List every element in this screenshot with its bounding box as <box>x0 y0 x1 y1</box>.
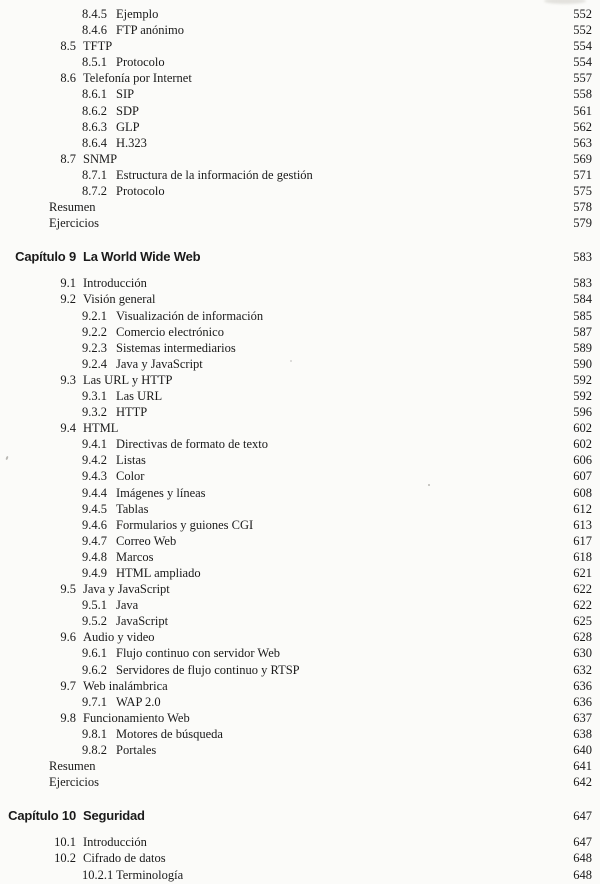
toc-entry-number: 9.2.1 <box>82 308 107 323</box>
toc-entry-page-number: 563 <box>573 135 592 150</box>
toc-entry-title: Introducción <box>83 276 147 291</box>
toc-entry <box>0 867 592 883</box>
scan-speck <box>428 484 430 486</box>
toc-entry-number: 9.5.1 <box>82 598 107 613</box>
toc-entry-title: Visión general <box>83 292 156 307</box>
toc-entry-number: 10.2 <box>54 851 76 866</box>
toc-entry-page-number: 637 <box>573 710 592 725</box>
toc-entry <box>0 291 592 307</box>
toc-entry <box>0 86 592 102</box>
toc-entry-page-number: 630 <box>573 646 592 661</box>
toc-entry-number: 9.7.1 <box>82 694 107 709</box>
scan-speck <box>290 360 292 362</box>
toc-entry-number: 9.8.1 <box>82 726 107 741</box>
toc-entry <box>0 308 592 324</box>
toc-entry-number: 8.6.1 <box>82 87 107 102</box>
toc-entry-page-number: 575 <box>573 184 592 199</box>
toc-entry-page-number: 562 <box>573 119 592 134</box>
toc-entry-page-number: 552 <box>573 23 592 38</box>
toc-entry-title: Listas <box>116 453 146 468</box>
toc-entry-title: WAP 2.0 <box>116 694 161 709</box>
toc-entry-number: 8.4.5 <box>82 7 107 21</box>
toc-entry-page-number: 590 <box>573 356 592 371</box>
toc-entry-title: Comercio electrónico <box>116 324 224 339</box>
toc-entry-page-number: 583 <box>573 276 592 291</box>
toc-entry <box>0 549 592 565</box>
toc-entry-number: 8.6.4 <box>82 135 107 150</box>
toc-entry-title: Servidores de flujo continuo y RTSP <box>116 662 300 677</box>
toc-entry <box>0 694 592 710</box>
toc-entry-number: 8.6.3 <box>82 119 107 134</box>
toc-chapter-title: La World Wide Web <box>83 249 201 265</box>
toc-entry <box>0 22 592 38</box>
toc-entry-page-number: 648 <box>573 867 592 882</box>
toc-entry <box>0 726 592 742</box>
toc-entry <box>0 372 592 388</box>
toc-entry-number: 9.7 <box>60 678 76 693</box>
toc-entry-title: Correo Web <box>116 533 177 548</box>
toc-entry-page-number: 640 <box>573 743 592 758</box>
toc-entry-page-number: 632 <box>573 662 592 677</box>
toc-entry-page-number: 602 <box>573 437 592 452</box>
toc-entry <box>0 38 592 54</box>
toc-entry-page-number: 592 <box>573 372 592 387</box>
toc-entry <box>0 517 592 533</box>
toc-entry-number: 8.7.2 <box>82 184 107 199</box>
toc-entry-title: SNMP <box>83 151 118 166</box>
toc-entry-number: 8.5.1 <box>82 55 107 70</box>
toc-entry <box>0 501 592 517</box>
toc-entry-page-number: 596 <box>573 405 592 420</box>
toc-entry-title: Audio y video <box>83 630 155 645</box>
toc-entry-page-number: 636 <box>573 694 592 709</box>
toc-entry-page-number: 585 <box>573 308 592 323</box>
toc-entry <box>0 388 592 404</box>
toc-entry-number: 9.2 <box>60 292 76 307</box>
toc-entry <box>0 135 592 151</box>
toc-entry <box>0 436 592 452</box>
toc-entry-page-number: 612 <box>573 501 592 516</box>
toc-entry-number: 9.2.4 <box>82 356 107 371</box>
toc-entry <box>0 774 592 790</box>
toc-entry-page-number: 648 <box>573 851 592 866</box>
toc-entry-title: Java <box>116 598 139 613</box>
toc-entry-title: HTTP <box>116 405 148 420</box>
toc-entry-title: Motores de búsqueda <box>116 726 223 741</box>
toc-entry-number: 9.4.9 <box>82 566 107 580</box>
toc-entry <box>0 404 592 420</box>
toc-entry-title: Ejemplo <box>116 7 159 21</box>
toc-entry-number: 10.1 <box>54 835 76 850</box>
toc-entry-page-number: 613 <box>573 517 592 532</box>
toc-entry <box>0 533 592 549</box>
toc-entry <box>0 199 592 215</box>
toc-entry-title: TFTP <box>83 39 113 54</box>
toc-entry <box>0 758 592 774</box>
toc-entry-page-number: 622 <box>573 598 592 613</box>
toc-entry-page-number: 647 <box>573 835 592 850</box>
toc-entry-number: 9.3.1 <box>82 388 107 403</box>
toc-entry-number: 9.4.6 <box>82 517 107 532</box>
toc-entry-page-number: 621 <box>573 566 592 580</box>
toc-entry-title: JavaScript <box>116 614 169 629</box>
toc-entry <box>0 70 592 86</box>
toc-entry-title: Introducción <box>83 835 147 850</box>
toc-entry <box>0 54 592 70</box>
toc-entry <box>0 452 592 468</box>
toc-entry-number: 9.6.2 <box>82 662 107 677</box>
toc-entry <box>0 613 592 629</box>
toc-entry-page-number: 571 <box>573 167 592 182</box>
toc-entry-page-number: 569 <box>573 151 592 166</box>
toc-entry <box>0 183 592 199</box>
toc-entry-number: 8.7 <box>60 151 76 166</box>
toc-entry-number: 9.4.4 <box>82 485 107 500</box>
toc-entry-page-number: 561 <box>573 103 592 118</box>
toc-entry-title: Las URL y HTTP <box>83 372 173 387</box>
toc-entry-title: HTML <box>83 421 119 436</box>
toc-entry-title: Color <box>116 469 145 484</box>
toc-chapter-heading <box>0 248 592 266</box>
toc-chapter-page-number: 647 <box>573 809 592 824</box>
toc-entry-title: Imágenes y líneas <box>116 485 206 500</box>
toc-entry-page-number: 641 <box>573 759 592 774</box>
toc-entry-page-number: 557 <box>573 71 592 86</box>
toc-entry-number: 9.4.7 <box>82 533 107 548</box>
toc-entry <box>0 356 592 372</box>
toc-entry <box>0 215 592 231</box>
toc-entry <box>0 597 592 613</box>
toc-entry <box>0 103 592 119</box>
toc-chapter-title: Seguridad <box>83 808 145 824</box>
toc-entry-page-number: 622 <box>573 582 592 597</box>
toc-entry-number: 9.1 <box>60 276 76 291</box>
toc-entry-number: 8.6 <box>60 71 76 86</box>
toc-chapter-heading <box>0 807 592 825</box>
toc-entry-title: Formularios y guiones CGI <box>116 517 254 532</box>
toc-entry-title: Protocolo <box>116 55 165 70</box>
toc-entry-title: Ejercicios <box>49 775 99 790</box>
toc-entry <box>0 6 592 22</box>
toc-entry-title: Cifrado de datos <box>83 851 166 866</box>
toc-entry <box>0 565 592 581</box>
toc-entry-title: SDP <box>116 103 139 118</box>
toc-entry-number: 9.4.2 <box>82 453 107 468</box>
toc-entry <box>0 678 592 694</box>
toc-entry-number: 9.4.5 <box>82 501 107 516</box>
toc-entry-page-number: 554 <box>573 39 592 54</box>
toc-entry-number: 9.3.2 <box>82 405 107 420</box>
toc-entry-title: Visualización de información <box>116 308 264 323</box>
toc-entry <box>0 629 592 645</box>
toc-entry-number: 8.7.1 <box>82 167 107 182</box>
toc-entry-page-number: 628 <box>573 630 592 645</box>
toc-entry-title: Resumen <box>49 200 96 215</box>
toc-entry-title: Funcionamiento Web <box>83 710 190 725</box>
toc-entry-page-number: 592 <box>573 388 592 403</box>
toc-entry-number: 8.4.6 <box>82 23 107 38</box>
toc-entry <box>0 581 592 597</box>
toc-entry <box>0 710 592 726</box>
toc-entry <box>0 485 592 501</box>
toc-entry-title: Telefonía por Internet <box>83 71 192 86</box>
toc-entry-page-number: 608 <box>573 485 592 500</box>
toc-entry-number: 9.2.3 <box>82 340 107 355</box>
toc-entry-page-number: 589 <box>573 340 592 355</box>
toc-entry-title: Flujo continuo con servidor Web <box>116 646 281 661</box>
toc-entry-page-number: 638 <box>573 726 592 741</box>
toc-entry-number: 9.4 <box>60 421 76 436</box>
toc-entry-page-number: 584 <box>573 292 592 307</box>
toc-entry-title: Estructura de la información de gestión <box>116 167 313 182</box>
toc-entry-page-number: 578 <box>573 200 592 215</box>
toc-entry-title: Terminología <box>116 867 184 882</box>
toc-entry-number: 9.5 <box>60 582 76 597</box>
toc-entry-title: Resumen <box>49 759 96 774</box>
toc-entry-page-number: 618 <box>573 549 592 564</box>
toc-entry-title: HTML ampliado <box>116 566 201 580</box>
toc-chapter-page-number: 583 <box>573 250 592 265</box>
toc-entry <box>0 324 592 340</box>
toc-entry-number: 9.8.2 <box>82 743 107 758</box>
scan-smudge-artifact <box>544 0 586 4</box>
toc-entry-title: Tablas <box>116 501 149 516</box>
toc-entry-number: 9.2.2 <box>82 324 107 339</box>
toc-entry-title: Ejercicios <box>49 216 99 231</box>
toc-entry-page-number: 552 <box>573 7 592 21</box>
toc-entry-title: Marcos <box>116 549 154 564</box>
toc-entry-number: 9.4.3 <box>82 469 107 484</box>
toc-entry-page-number: 606 <box>573 453 592 468</box>
toc-entry <box>0 340 592 356</box>
toc-entry <box>0 468 592 484</box>
toc-entry-page-number: 558 <box>573 87 592 102</box>
toc-entry <box>0 275 592 291</box>
toc-entry <box>0 834 592 850</box>
toc-entry <box>0 645 592 661</box>
toc-entry-title: FTP anónimo <box>116 23 184 38</box>
toc-chapter-label: Capítulo 10 <box>8 808 76 824</box>
toc-entry <box>0 662 592 678</box>
toc-entry-title: Portales <box>116 743 157 758</box>
toc-entry-page-number: 642 <box>573 775 592 790</box>
toc-entry <box>0 420 592 436</box>
toc-entry-number: 9.5.2 <box>82 614 107 629</box>
toc-entry-number: 9.6 <box>60 630 76 645</box>
toc-entry <box>0 151 592 167</box>
toc-entry <box>0 167 592 183</box>
toc-entry-title: Sistemas intermediarios <box>116 340 236 355</box>
toc-entry-title: GLP <box>116 119 140 134</box>
toc-entry-title: Web inalámbrica <box>83 678 168 693</box>
toc-entry-page-number: 579 <box>573 216 592 231</box>
toc-entry-page-number: 625 <box>573 614 592 629</box>
toc-entry-number: 9.4.1 <box>82 437 107 452</box>
toc-entry-number: 9.4.8 <box>82 549 107 564</box>
toc-entry-number: 10.2.1 <box>82 867 114 882</box>
toc-entry-title: Directivas de formato de texto <box>116 437 269 452</box>
toc-entry-number: 9.3 <box>60 372 76 387</box>
toc-entry-title: H.323 <box>116 135 147 150</box>
toc-chapter-label: Capítulo 9 <box>15 249 76 265</box>
toc-entry <box>0 119 592 135</box>
toc-entry-page-number: 607 <box>573 469 592 484</box>
toc-entry-title: Las URL <box>116 388 163 403</box>
toc-entry-page-number: 617 <box>573 533 592 548</box>
toc-entry-page-number: 602 <box>573 421 592 436</box>
toc-entry-title: Protocolo <box>116 184 165 199</box>
toc-entry-title: Java y JavaScript <box>83 582 170 597</box>
toc-entry-page-number: 587 <box>573 324 592 339</box>
toc-entry-number: 9.8 <box>60 710 76 725</box>
toc-entry-page-number: 636 <box>573 678 592 693</box>
toc-entry-number: 8.6.2 <box>82 103 107 118</box>
toc-entry-page-number: 554 <box>573 55 592 70</box>
toc-list <box>0 6 592 883</box>
toc-entry-title: SIP <box>116 87 135 102</box>
toc-entry <box>0 850 592 866</box>
toc-entry-title: Java y JavaScript <box>116 356 203 371</box>
toc-entry-number: 8.5 <box>60 39 76 54</box>
toc-entry-number: 9.6.1 <box>82 646 107 661</box>
toc-entry <box>0 742 592 758</box>
